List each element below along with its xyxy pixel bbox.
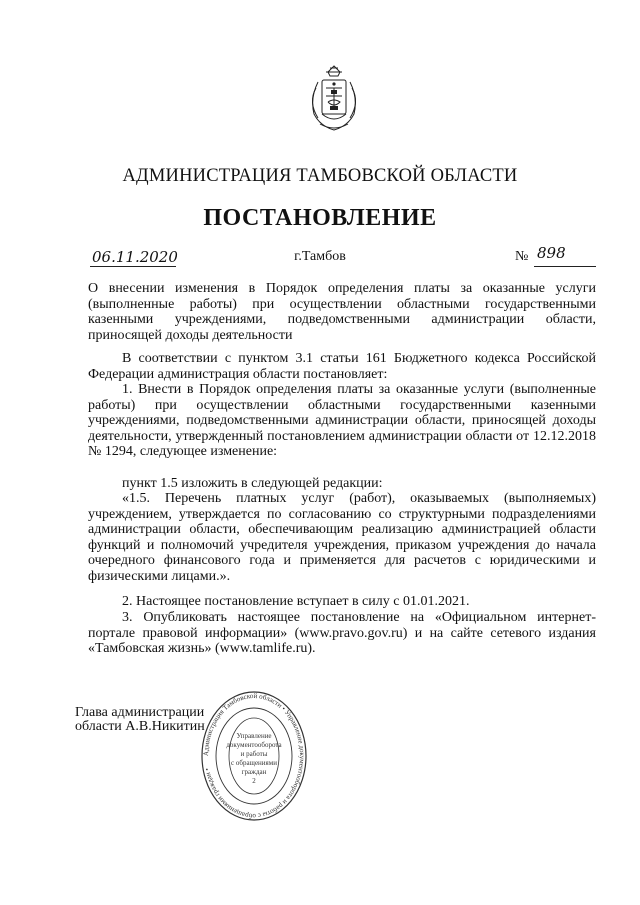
stamp-text: и работы bbox=[240, 750, 268, 758]
number-sign: № bbox=[515, 249, 529, 264]
stamp-ring-text: Администрация Тамбовской области • Управление документооборота и работы с обращениями граждан • bbox=[201, 691, 307, 821]
body-paragraph: пункт 1.5 изложить в следующей редакции: bbox=[122, 476, 383, 491]
body-paragraph: 2. Настоящее постановление вступает в силу с 01.01.2021. bbox=[122, 594, 470, 609]
body-paragraph: «1.5. Перечень платных услуг (работ), оказываемых (выполняемых) учреждением, утверждается по согласованию со структурными подразделениями администрации области, обеспечивающим реализацию администрацией области функций и полномочий учредителя учреждения, приказом учреждения до начала очередного финансового года и применяется для расчетов с юридическими и физическими лицами.». bbox=[88, 491, 596, 584]
document-number: 898 bbox=[537, 244, 566, 262]
official-stamp bbox=[200, 690, 308, 822]
signature-name: области А.В.Никитин bbox=[75, 719, 205, 734]
stamp-text: Управление bbox=[236, 732, 272, 740]
document-date: 06.11.2020 bbox=[92, 248, 178, 266]
body-paragraph: 3. Опубликовать настоящее постановление на «Официальном интернет-портале правовой информации» (www.pravo.gov.ru) и на сайте сетевого издания «Тамбовская жизнь» (www.tamlife.ru). bbox=[88, 610, 596, 657]
body-paragraph: В соответствии с пунктом 3.1 статьи 161 Бюджетного кодекса Российской Федерации администрация области постановляет: bbox=[88, 351, 596, 382]
date-underline bbox=[90, 266, 176, 267]
coat-of-arms-emblem bbox=[304, 62, 364, 134]
document-city: г.Тамбов bbox=[294, 249, 346, 264]
stamp-text: граждан bbox=[241, 768, 267, 776]
body-paragraph: 1. Внести в Порядок определения платы за оказанные услуги (выполненные работы) при осуществлении областными государственными казенными учреждениями, подведомственными администрации области, приносящей доходы деятельности, утвержденный постановлением администрации области от 12.12.2018 № 1294, следующее изменение: bbox=[88, 382, 596, 460]
document-subject: О внесении изменения в Порядок определения платы за оказанные услуги (выполненные работы) при осуществлении областными государственными казенными учреждениями, подведомственными администрации области, приносящей доходы деятельности bbox=[88, 281, 596, 343]
signature-title: Глава администрации bbox=[75, 705, 205, 720]
agency-title: АДМИНИСТРАЦИЯ ТАМБОВСКОЙ ОБЛАСТИ bbox=[122, 166, 518, 186]
number-underline bbox=[534, 266, 596, 267]
document-type: ПОСТАНОВЛЕНИЕ bbox=[203, 205, 437, 231]
stamp-text: с обращениями bbox=[231, 759, 277, 767]
stamp-text: документооборота bbox=[226, 741, 282, 749]
stamp-text: 2 bbox=[252, 777, 256, 785]
